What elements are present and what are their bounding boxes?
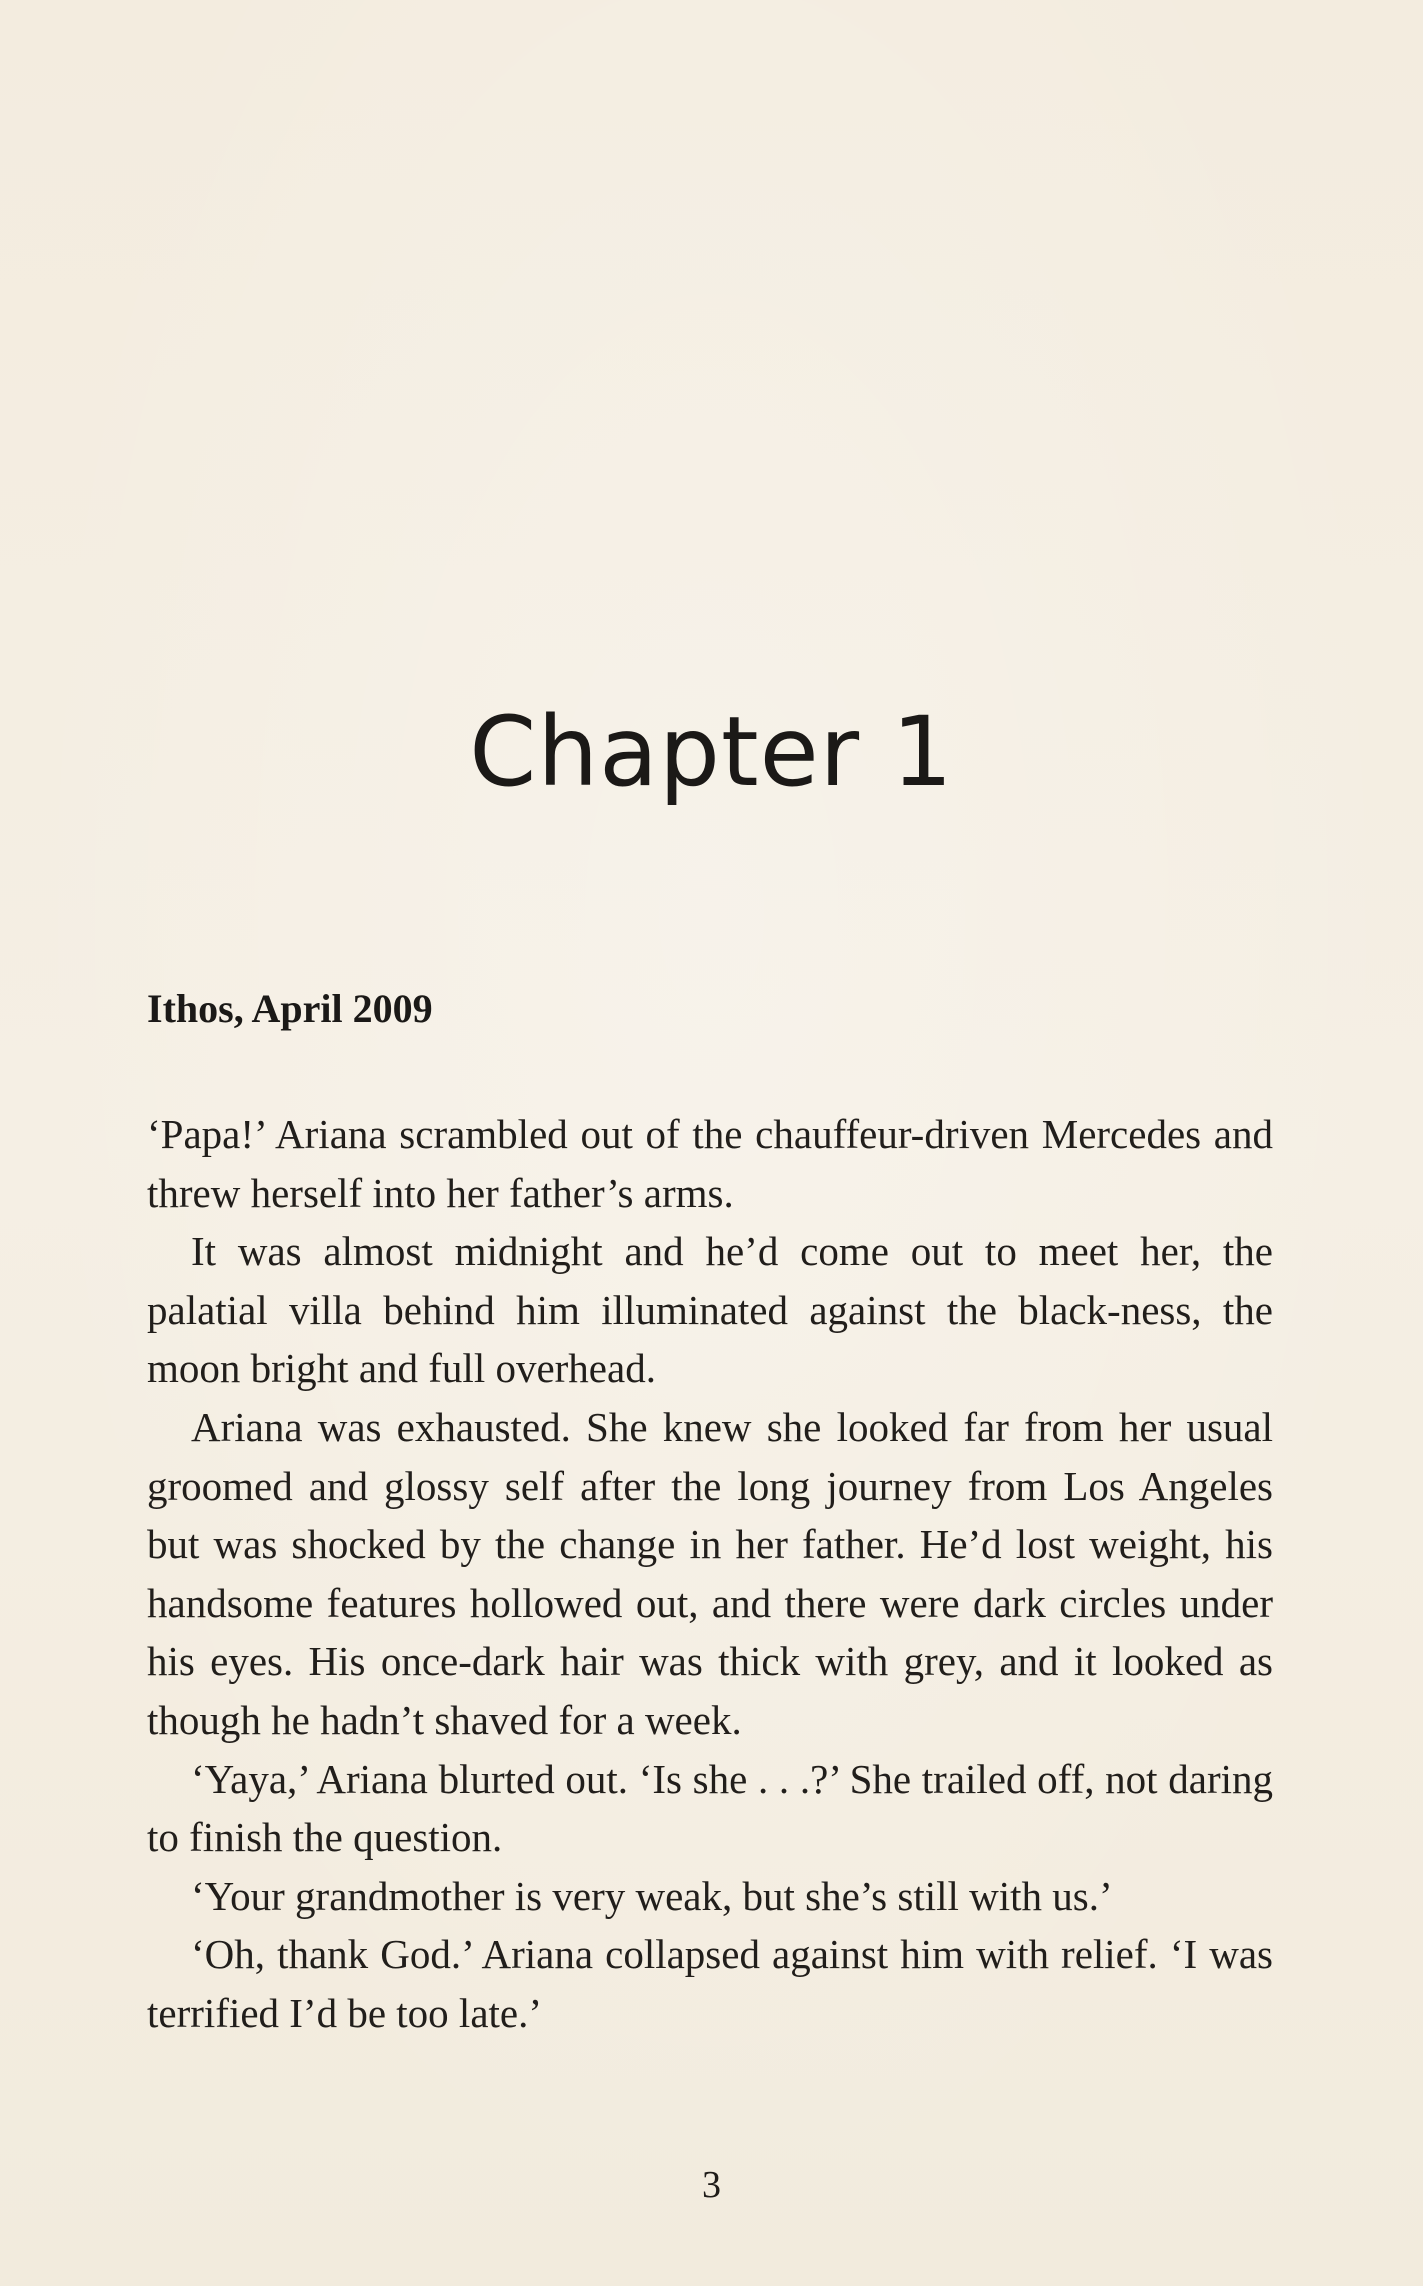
paragraph: Ariana was exhausted. She knew she looked far from her usual groomed and glossy self after the long journey from Los Angeles but was shocked by the change in her father. He’d lost weight, his handsome features hollowed out, and there were dark circles under his eyes. His once-dark hair was thick with grey, and it looked as though he hadn’t shaved for a week. [147,1403,1273,1743]
paragraph: It was almost midnight and he’d come out to meet her, the palatial villa behind him illuminated against the black-ness, the moon bright and full overhead. [147,1228,1273,1392]
place-date-heading: Ithos, April 2009 [147,986,433,1031]
body-text [147,1105,1273,2043]
paragraph: ‘Papa!’ Ariana scrambled out of the chauffeur-driven Mercedes and threw herself into her father’s arms. [147,1111,1273,1216]
paragraph: ‘Yaya,’ Ariana blurted out. ‘Is she . . .?’ She trailed off, not daring to finish the question. [147,1755,1273,1861]
chapter-title: Chapter 1 [469,696,954,808]
paragraph: ‘Your grandmother is very weak, but she’s still with us.’ [191,1872,1113,1919]
paragraph: ‘Oh, thank God.’ Ariana collapsed against him with relief. ‘I was terrified I’d be too late.’ [147,1931,1273,2036]
page-number: 3 [702,2164,721,2206]
